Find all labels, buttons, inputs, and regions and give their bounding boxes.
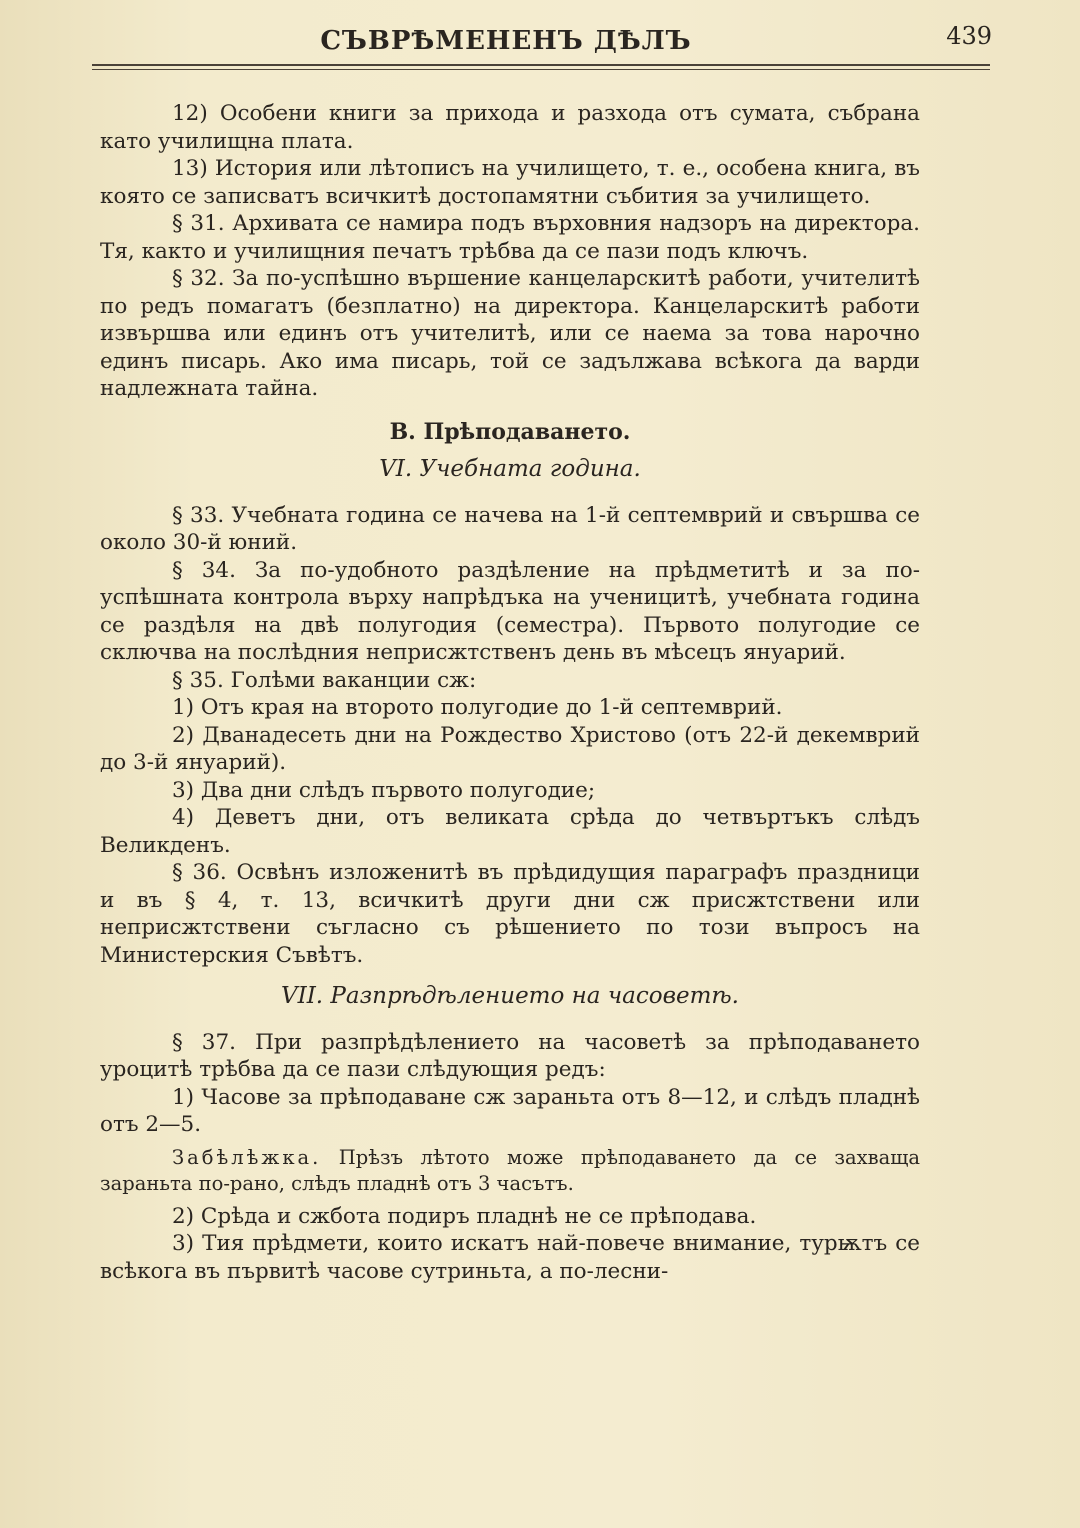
heading-hours: VII. Разпрѣдѣлението на часоветѣ. <box>281 983 739 1009</box>
note-label: Забѣлѣжка. <box>172 1145 322 1169</box>
page-header <box>92 14 992 60</box>
section-36: § 36. Освѣнъ изложенитѣ въ прѣдидущия параграфъ праздници и въ § 4, т. 13, всичкитѣ други дни сж присжтствени или неприсжтствени съгласно съ рѣшението по този въпросъ на Министерския Съвѣтъ. <box>100 860 920 968</box>
heading-school-year: VI. Учебната година. <box>379 456 641 482</box>
note-text: Прѣзъ лѣтото може прѣподаването да се захваща зараньта по-рано, слѣдъ пладнѣ отъ 3 часътъ. <box>100 1145 920 1195</box>
section-35-item-3: 3) Два дни слѣдъ първото полугодие; <box>172 777 596 803</box>
section-35-item-4: 4) Деветъ дни, отъ великата срѣда до четвъртъкъ слѣдъ Великденъ. <box>100 805 920 858</box>
section-37-item-2: 2) Срѣда и сжбота подиръ пладнѣ не се прѣподава. <box>172 1203 757 1229</box>
section-37-item-3: 3) Тия прѣдмети, които искатъ най-повече внимание, турѭтъ се всѣкога въ първитѣ часове сутриньта, а по-лесни- <box>100 1231 920 1284</box>
section-35-item-2: 2) Дванадесеть дни на Рождество Христово (отъ 22-й декемврий до 3-й януарий). <box>100 722 920 775</box>
page-number: 439 <box>946 22 992 50</box>
section-37-item-1: 1) Часове за прѣподаване сж зараньта отъ 8—12, и слѣдъ пладнѣ отъ 2—5. <box>100 1084 920 1137</box>
note <box>100 1145 920 1197</box>
section-32: § 32. За по-успѣшно вършение канцеларскитѣ работи, учителитѣ по редъ помагатъ (безплатно) на директора. Канцеларскитѣ работи извършва или единъ отъ учителитѣ, или се наема за това нарочно единъ писарь. Ако има писарь, той се задължава всѣкога да варди надлежната тайна. <box>100 266 920 401</box>
heading-teaching: В. Прѣподаването. <box>389 418 631 445</box>
section-35-item-1: 1) Отъ края на второто полугодие до 1-й септемврий. <box>172 695 783 720</box>
header-rule-thin <box>92 69 990 70</box>
section-33: § 33. Учебната година се начева на 1-й септемврий и свършва се около 30-й юний. <box>100 502 920 555</box>
running-title: СЪВРѢМЕНЕНЪ ДѢЛЪ <box>320 26 692 56</box>
section-34: § 34. За по-удобното раздѣление на прѣдметитѣ и за по-успѣшната контрола върху напрѣдъка на ученицитѣ, учебната година се раздѣля на двѣ полугодия (семестра). Първото полугодие се сключва на послѣдния неприсжтственъ день въ мѣсецъ януарий. <box>100 557 920 665</box>
section-35: § 35. Голѣми ваканции сж: <box>172 667 477 693</box>
paragraph-item-13: 13) История или лѣтописъ на училището, т. е., особена книга, въ която се записватъ всичкитѣ достопамятни събития за училището. <box>100 156 920 209</box>
section-31: § 31. Архивата се намира подъ върховния надзоръ на директора. Тя, както и училищния печатъ трѣбва да се пази подъ ключъ. <box>100 211 920 264</box>
section-37: § 37. При разпрѣдѣлението на часоветѣ за прѣподаването уроцитѣ трѣбва да се пази слѣдующия редъ: <box>100 1029 920 1082</box>
header-rule <box>92 64 990 66</box>
paragraph-item-12: 12) Особени книги за прихода и разхода отъ сумата, събрана като училищна плата. <box>100 101 920 154</box>
page-body <box>100 100 920 1285</box>
